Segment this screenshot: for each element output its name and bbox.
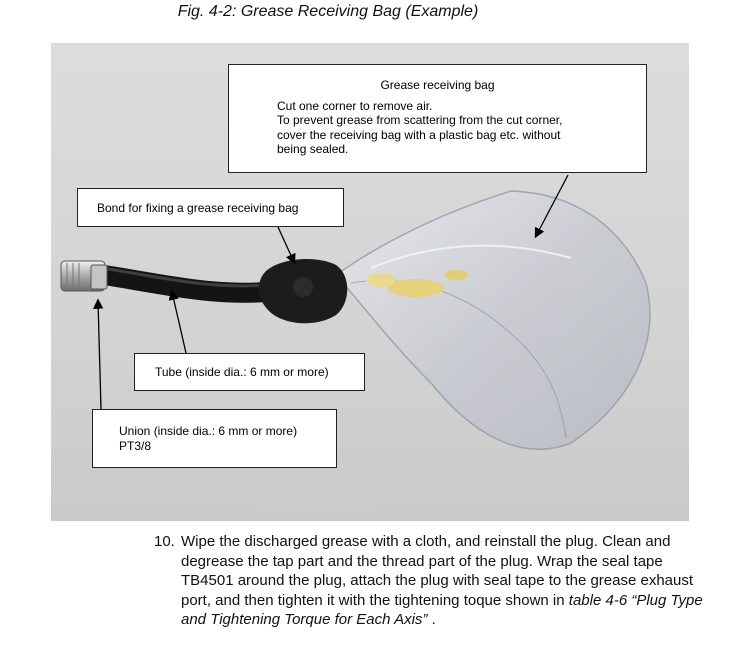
figure-caption: Fig. 4-2: Grease Receiving Bag (Example) xyxy=(177,3,479,20)
union-callout xyxy=(92,409,337,468)
procedure-step xyxy=(154,532,714,630)
step-text-end: . xyxy=(427,611,436,628)
step-number: 10. xyxy=(154,533,175,550)
step-text-main: Wipe the discharged grease with a cloth, and reinstall the plug. Clean and degrease the tap part and the thread part of the plug. Wrap the seal tape TB4501 around the plug, attach the plug with seal tape to the grease exhaust port, and then tighten it with the tightening toque shown in xyxy=(181,533,694,609)
tube-callout: Tube (inside dia.: 6 mm or more) xyxy=(134,353,365,391)
grease-bag-callout-line: Cut one corner to remove air. xyxy=(277,98,433,113)
grease-bag-callout-line: To prevent grease from scattering from the cut corner, xyxy=(277,113,563,127)
table-reference: table 4-6 “Plug Type and Tightening Torque for Each Axis” xyxy=(181,591,703,628)
plastic-bag-shape xyxy=(336,191,650,449)
grease-bag-callout xyxy=(228,64,647,173)
grease-blob xyxy=(388,279,444,297)
grease-bag-callout-line: being sealed. xyxy=(277,142,349,156)
grease-bag-callout-title: Grease receiving bag xyxy=(380,78,495,92)
union-callout-line: Union (inside dia.: 6 mm or more) xyxy=(119,424,298,438)
grease-bag-callout-line: cover the receiving bag with a plastic bag etc. without xyxy=(277,127,561,142)
union-callout-line: PT3/8 xyxy=(119,438,152,453)
step-text xyxy=(181,532,714,630)
bond-callout: Bond for fixing a grease receiving bag xyxy=(77,188,344,227)
